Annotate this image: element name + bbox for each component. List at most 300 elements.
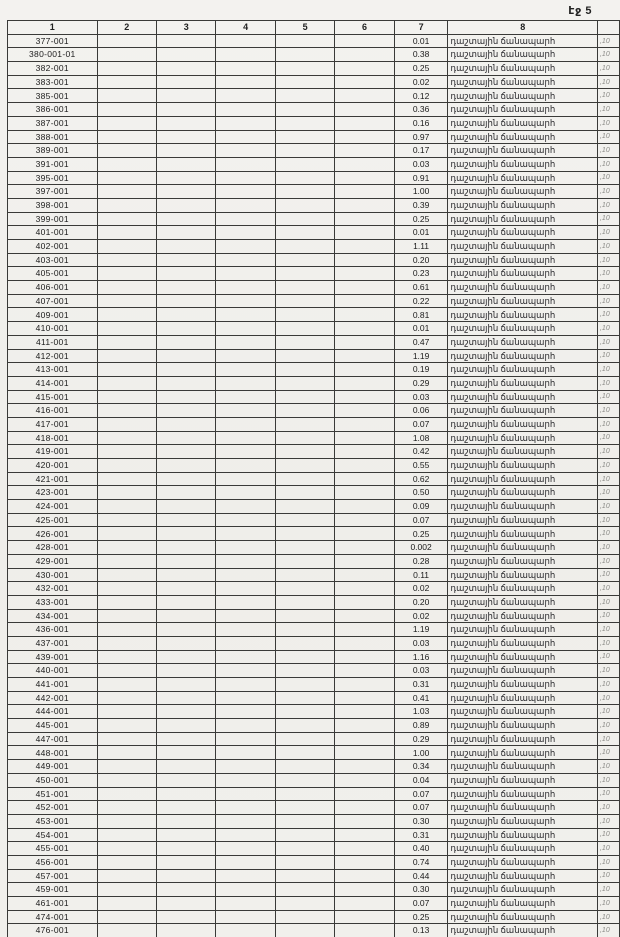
cell-margin-mark: ,10 xyxy=(597,678,619,692)
cell-road-name: դաշտային ճանապարհ xyxy=(448,226,598,240)
cell-empty xyxy=(216,801,275,815)
cell-empty xyxy=(216,855,275,869)
cell-empty xyxy=(157,240,216,254)
cell-area-value: 0.07 xyxy=(394,513,448,527)
cell-empty xyxy=(275,226,334,240)
cell-empty xyxy=(335,664,394,678)
cell-parcel-id: 377-001 xyxy=(8,34,98,48)
cell-empty xyxy=(157,116,216,130)
table-row xyxy=(8,185,620,199)
cell-empty xyxy=(97,828,156,842)
cell-road-name: դաշտային ճանապարհ xyxy=(448,89,598,103)
table-row xyxy=(8,103,620,117)
cell-empty xyxy=(157,431,216,445)
cell-empty xyxy=(157,924,216,937)
cell-margin-mark: ,10 xyxy=(597,773,619,787)
cell-empty xyxy=(157,582,216,596)
cell-road-name: դաշտային ճանապարհ xyxy=(448,157,598,171)
cell-empty xyxy=(275,500,334,514)
cell-empty xyxy=(275,144,334,158)
cell-margin-mark: ,10 xyxy=(597,308,619,322)
cell-empty xyxy=(335,910,394,924)
cell-empty xyxy=(335,472,394,486)
cell-area-value: 0.01 xyxy=(394,322,448,336)
cell-margin-mark: ,10 xyxy=(597,472,619,486)
table-row xyxy=(8,404,620,418)
cell-empty xyxy=(335,89,394,103)
cell-parcel-id: 406-001 xyxy=(8,281,98,295)
cell-empty xyxy=(216,459,275,473)
cell-empty xyxy=(335,527,394,541)
cell-empty xyxy=(275,746,334,760)
page-number-label: էջ 5 xyxy=(568,5,592,17)
cell-empty xyxy=(157,417,216,431)
cell-road-name: դաշտային ճանապարհ xyxy=(448,869,598,883)
cell-road-name: դաշտային ճանապարհ xyxy=(448,335,598,349)
cell-parcel-id: 418-001 xyxy=(8,431,98,445)
cell-parcel-id: 420-001 xyxy=(8,459,98,473)
cell-margin-mark: ,10 xyxy=(597,431,619,445)
cell-empty xyxy=(97,842,156,856)
cell-empty xyxy=(335,855,394,869)
table-row xyxy=(8,910,620,924)
cell-empty xyxy=(275,828,334,842)
cell-parcel-id: 432-001 xyxy=(8,582,98,596)
cell-margin-mark: ,10 xyxy=(597,719,619,733)
cell-empty xyxy=(275,513,334,527)
column-header-8: 8 xyxy=(448,21,598,35)
cell-empty xyxy=(216,746,275,760)
cell-parcel-id: 421-001 xyxy=(8,472,98,486)
cell-empty xyxy=(335,431,394,445)
cell-area-value: 0.17 xyxy=(394,144,448,158)
cell-margin-mark: ,10 xyxy=(597,198,619,212)
cell-empty xyxy=(97,171,156,185)
cell-road-name: դաշտային ճանապարհ xyxy=(448,459,598,473)
table-row xyxy=(8,691,620,705)
cell-empty xyxy=(157,89,216,103)
cell-empty xyxy=(275,417,334,431)
cell-empty xyxy=(335,623,394,637)
cell-empty xyxy=(335,787,394,801)
cell-empty xyxy=(216,897,275,911)
cell-parcel-id: 411-001 xyxy=(8,335,98,349)
cell-road-name: դաշտային ճանապարհ xyxy=(448,281,598,295)
cell-empty xyxy=(157,869,216,883)
cell-empty xyxy=(216,335,275,349)
cell-empty xyxy=(335,171,394,185)
cell-empty xyxy=(216,363,275,377)
cell-road-name: դաշտային ճանապարհ xyxy=(448,842,598,856)
cell-margin-mark: ,10 xyxy=(597,842,619,856)
table-row xyxy=(8,445,620,459)
cell-road-name: դաշտային ճանապարհ xyxy=(448,62,598,76)
cell-area-value: 1.08 xyxy=(394,431,448,445)
cell-empty xyxy=(335,62,394,76)
cell-area-value: 0.09 xyxy=(394,500,448,514)
cell-margin-mark: ,10 xyxy=(597,322,619,336)
cell-empty xyxy=(335,705,394,719)
cell-empty xyxy=(275,814,334,828)
cell-empty xyxy=(216,417,275,431)
table-row xyxy=(8,883,620,897)
cell-empty xyxy=(157,376,216,390)
table-row xyxy=(8,281,620,295)
cell-empty xyxy=(335,103,394,117)
cell-parcel-id: 380-001-01 xyxy=(8,48,98,62)
cell-empty xyxy=(97,513,156,527)
cell-empty xyxy=(275,157,334,171)
table-row xyxy=(8,472,620,486)
table-row xyxy=(8,732,620,746)
cell-empty xyxy=(157,198,216,212)
cell-empty xyxy=(275,897,334,911)
cell-area-value: 0.28 xyxy=(394,554,448,568)
cell-empty xyxy=(157,527,216,541)
cell-empty xyxy=(157,308,216,322)
cell-empty xyxy=(335,445,394,459)
cell-empty xyxy=(157,636,216,650)
cell-margin-mark: ,10 xyxy=(597,814,619,828)
cell-empty xyxy=(157,459,216,473)
table-row xyxy=(8,855,620,869)
cell-empty xyxy=(335,226,394,240)
cell-empty xyxy=(97,705,156,719)
cell-empty xyxy=(275,198,334,212)
cell-margin-mark: ,10 xyxy=(597,760,619,774)
cell-road-name: դաշտային ճանապարհ xyxy=(448,294,598,308)
cell-empty xyxy=(157,75,216,89)
table-row xyxy=(8,322,620,336)
cell-empty xyxy=(275,171,334,185)
cell-parcel-id: 401-001 xyxy=(8,226,98,240)
table-row xyxy=(8,869,620,883)
cell-road-name: դաշտային ճանապարհ xyxy=(448,267,598,281)
cell-empty xyxy=(275,445,334,459)
table-row xyxy=(8,582,620,596)
cell-margin-mark: ,10 xyxy=(597,500,619,514)
cell-empty xyxy=(216,595,275,609)
cell-empty xyxy=(216,212,275,226)
cell-parcel-id: 405-001 xyxy=(8,267,98,281)
cell-empty xyxy=(97,527,156,541)
cell-parcel-id: 388-001 xyxy=(8,130,98,144)
cell-empty xyxy=(335,595,394,609)
cell-empty xyxy=(335,417,394,431)
cell-empty xyxy=(157,445,216,459)
cell-road-name: դաշտային ճանապարհ xyxy=(448,828,598,842)
cell-area-value: 0.01 xyxy=(394,34,448,48)
cell-empty xyxy=(275,62,334,76)
cell-empty xyxy=(216,171,275,185)
cell-margin-mark: ,10 xyxy=(597,335,619,349)
cell-empty xyxy=(216,472,275,486)
cell-area-value: 0.42 xyxy=(394,445,448,459)
cell-empty xyxy=(97,404,156,418)
cell-empty xyxy=(97,910,156,924)
cell-area-value: 0.36 xyxy=(394,103,448,117)
cell-margin-mark: ,10 xyxy=(597,650,619,664)
cell-empty xyxy=(216,62,275,76)
cell-empty xyxy=(335,691,394,705)
cell-empty xyxy=(157,513,216,527)
cell-margin-mark: ,10 xyxy=(597,513,619,527)
cell-empty xyxy=(335,157,394,171)
cell-road-name: դաշտային ճանապարհ xyxy=(448,513,598,527)
cell-empty xyxy=(97,34,156,48)
cell-empty xyxy=(97,363,156,377)
cell-empty xyxy=(157,623,216,637)
table-row xyxy=(8,746,620,760)
table-row xyxy=(8,678,620,692)
cell-margin-mark: ,10 xyxy=(597,691,619,705)
table-row xyxy=(8,48,620,62)
cell-empty xyxy=(216,376,275,390)
cell-empty xyxy=(275,363,334,377)
cell-empty xyxy=(97,281,156,295)
cell-empty xyxy=(335,144,394,158)
cell-margin-mark: ,10 xyxy=(597,404,619,418)
cell-empty xyxy=(275,253,334,267)
cell-empty xyxy=(157,157,216,171)
cell-parcel-id: 414-001 xyxy=(8,376,98,390)
table-row xyxy=(8,719,620,733)
cell-road-name: դաշտային ճանապարհ xyxy=(448,322,598,336)
cell-area-value: 0.002 xyxy=(394,541,448,555)
cell-empty xyxy=(97,445,156,459)
cell-area-value: 0.89 xyxy=(394,719,448,733)
cell-empty xyxy=(335,554,394,568)
cell-empty xyxy=(216,814,275,828)
cell-road-name: դաշտային ճանապարհ xyxy=(448,582,598,596)
cell-empty xyxy=(216,828,275,842)
cell-empty xyxy=(97,732,156,746)
table-row xyxy=(8,924,620,937)
cell-parcel-id: 430-001 xyxy=(8,568,98,582)
cell-parcel-id: 461-001 xyxy=(8,897,98,911)
cell-area-value: 0.62 xyxy=(394,472,448,486)
cell-empty xyxy=(216,240,275,254)
cell-empty xyxy=(335,75,394,89)
table-row xyxy=(8,650,620,664)
table-row xyxy=(8,144,620,158)
table-row xyxy=(8,431,620,445)
column-header-7: 7 xyxy=(394,21,448,35)
cell-road-name: դաշտային ճանապարհ xyxy=(448,650,598,664)
cell-empty xyxy=(335,582,394,596)
table-row xyxy=(8,459,620,473)
cell-empty xyxy=(157,144,216,158)
cell-empty xyxy=(275,294,334,308)
cell-empty xyxy=(157,171,216,185)
cell-area-value: 0.25 xyxy=(394,527,448,541)
cell-empty xyxy=(97,226,156,240)
cell-area-value: 0.20 xyxy=(394,253,448,267)
table-row xyxy=(8,308,620,322)
cell-parcel-id: 402-001 xyxy=(8,240,98,254)
cell-road-name: դաշտային ճանապարհ xyxy=(448,691,598,705)
cell-empty xyxy=(97,773,156,787)
cell-parcel-id: 436-001 xyxy=(8,623,98,637)
cell-empty xyxy=(335,897,394,911)
cell-empty xyxy=(216,527,275,541)
table-row xyxy=(8,417,620,431)
cell-empty xyxy=(275,240,334,254)
cell-area-value: 0.34 xyxy=(394,760,448,774)
cell-empty xyxy=(335,636,394,650)
cell-empty xyxy=(157,363,216,377)
cell-empty xyxy=(157,691,216,705)
cell-empty xyxy=(335,48,394,62)
cell-empty xyxy=(335,500,394,514)
cell-empty xyxy=(275,459,334,473)
table-row xyxy=(8,294,620,308)
cell-empty xyxy=(216,869,275,883)
cell-area-value: 0.22 xyxy=(394,294,448,308)
cell-margin-mark: ,10 xyxy=(597,459,619,473)
cell-empty xyxy=(97,636,156,650)
cell-road-name: դաշտային ճանապարհ xyxy=(448,541,598,555)
cell-empty xyxy=(157,212,216,226)
cell-empty xyxy=(216,390,275,404)
cell-area-value: 0.07 xyxy=(394,801,448,815)
cell-empty xyxy=(335,883,394,897)
cell-parcel-id: 426-001 xyxy=(8,527,98,541)
table-row xyxy=(8,828,620,842)
cell-parcel-id: 434-001 xyxy=(8,609,98,623)
cell-empty xyxy=(275,623,334,637)
cell-empty xyxy=(157,855,216,869)
cell-empty xyxy=(97,417,156,431)
cell-empty xyxy=(97,855,156,869)
cell-empty xyxy=(275,34,334,48)
cell-empty xyxy=(275,281,334,295)
cell-empty xyxy=(335,541,394,555)
cell-margin-mark: ,10 xyxy=(597,595,619,609)
table-row xyxy=(8,267,620,281)
cell-empty xyxy=(275,554,334,568)
cell-empty xyxy=(216,130,275,144)
cell-area-value: 0.25 xyxy=(394,62,448,76)
cell-road-name: դաշտային ճանապարհ xyxy=(448,801,598,815)
cell-empty xyxy=(275,568,334,582)
cell-empty xyxy=(275,116,334,130)
cell-area-value: 0.16 xyxy=(394,116,448,130)
cell-empty xyxy=(157,787,216,801)
cell-empty xyxy=(157,500,216,514)
cell-empty xyxy=(97,924,156,937)
cell-empty xyxy=(216,486,275,500)
cell-empty xyxy=(275,390,334,404)
cell-empty xyxy=(216,294,275,308)
cell-parcel-id: 382-001 xyxy=(8,62,98,76)
table-row xyxy=(8,527,620,541)
cell-road-name: դաշտային ճանապարհ xyxy=(448,910,598,924)
cell-margin-mark: ,10 xyxy=(597,267,619,281)
cell-area-value: 0.02 xyxy=(394,582,448,596)
cell-empty xyxy=(97,103,156,117)
cell-area-value: 0.31 xyxy=(394,828,448,842)
cell-empty xyxy=(335,678,394,692)
cell-road-name: դաշտային ճանապարհ xyxy=(448,417,598,431)
cell-empty xyxy=(216,678,275,692)
cell-empty xyxy=(216,116,275,130)
cell-empty xyxy=(335,363,394,377)
cell-empty xyxy=(275,650,334,664)
cell-margin-mark: ,10 xyxy=(597,855,619,869)
cell-empty xyxy=(275,855,334,869)
cell-road-name: դաշտային ճանապարհ xyxy=(448,212,598,226)
cell-area-value: 0.25 xyxy=(394,910,448,924)
table-row xyxy=(8,609,620,623)
cell-empty xyxy=(157,732,216,746)
table-row xyxy=(8,390,620,404)
cell-parcel-id: 412-001 xyxy=(8,349,98,363)
cell-empty xyxy=(216,253,275,267)
header-row xyxy=(8,21,620,35)
cell-area-value: 0.30 xyxy=(394,883,448,897)
cell-empty xyxy=(97,609,156,623)
cell-margin-mark: ,10 xyxy=(597,636,619,650)
table-body xyxy=(8,34,620,937)
cell-parcel-id: 407-001 xyxy=(8,294,98,308)
cell-empty xyxy=(275,910,334,924)
cell-road-name: դաշտային ճանապարհ xyxy=(448,855,598,869)
cell-empty xyxy=(157,801,216,815)
cell-margin-mark: ,10 xyxy=(597,541,619,555)
cell-parcel-id: 391-001 xyxy=(8,157,98,171)
cell-empty xyxy=(157,390,216,404)
cell-margin-mark: ,10 xyxy=(597,390,619,404)
cell-road-name: դաշտային ճանապարհ xyxy=(448,390,598,404)
cell-empty xyxy=(97,582,156,596)
cell-empty xyxy=(335,719,394,733)
cell-road-name: դաշտային ճանապարհ xyxy=(448,732,598,746)
cell-margin-mark: ,10 xyxy=(597,869,619,883)
cell-empty xyxy=(97,883,156,897)
cell-empty xyxy=(157,267,216,281)
cell-empty xyxy=(97,623,156,637)
cell-empty xyxy=(97,253,156,267)
cell-empty xyxy=(275,89,334,103)
cell-parcel-id: 433-001 xyxy=(8,595,98,609)
cell-road-name: դաշտային ճանապարհ xyxy=(448,924,598,937)
table-row xyxy=(8,705,620,719)
table-row xyxy=(8,130,620,144)
cell-parcel-id: 447-001 xyxy=(8,732,98,746)
cell-empty xyxy=(97,322,156,336)
cell-margin-mark: ,10 xyxy=(597,664,619,678)
margin-column-header xyxy=(597,21,619,35)
cell-road-name: դաշտային ճանապարհ xyxy=(448,144,598,158)
cell-empty xyxy=(216,732,275,746)
cell-parcel-id: 440-001 xyxy=(8,664,98,678)
cell-empty xyxy=(275,431,334,445)
cell-empty xyxy=(335,130,394,144)
cell-parcel-id: 428-001 xyxy=(8,541,98,555)
cell-area-value: 1.03 xyxy=(394,705,448,719)
cell-empty xyxy=(335,198,394,212)
cell-margin-mark: ,10 xyxy=(597,609,619,623)
cell-margin-mark: ,10 xyxy=(597,62,619,76)
cell-empty xyxy=(275,322,334,336)
cell-empty xyxy=(335,609,394,623)
cell-area-value: 1.11 xyxy=(394,240,448,254)
cell-parcel-id: 398-001 xyxy=(8,198,98,212)
cell-empty xyxy=(335,568,394,582)
table-row xyxy=(8,363,620,377)
cell-margin-mark: ,10 xyxy=(597,787,619,801)
